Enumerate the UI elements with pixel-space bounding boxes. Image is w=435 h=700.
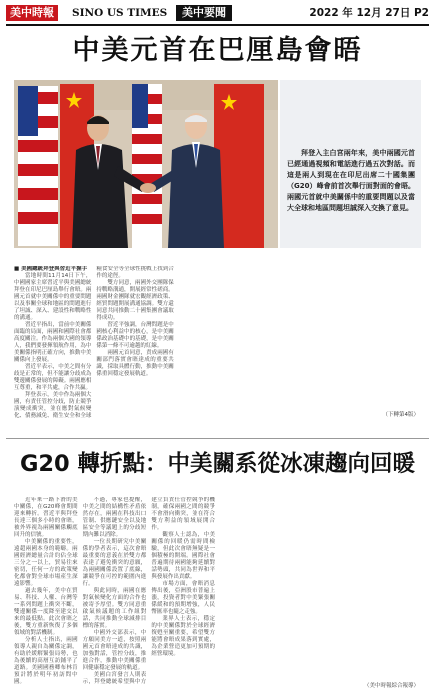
source-note: （美中時報綜合報導） (363, 683, 419, 689)
article-two-paragraph: 中美關係的重要性，遠超兩國本身的範疇。兩國經濟總量合計約佔全球三分之一以上，貿易往來密切，任何一方的政策變化都會對全球市場產生深遠影響。 (14, 539, 78, 587)
us-flag-left (18, 86, 58, 246)
article-one-paragraph: 習近平強調，台灣問題是中國核心利益中的核心，是中美關係政治基礎中的基礎，是中美關係第一條不可逾越的紅線。 (96, 322, 174, 349)
article-two-paragraph: 與此同時，兩國在應對氣候變化方面的合作也被寄予厚望。雙方同意重啟氣候議題的工作組對話，共同推動全球減排目標的落實。 (82, 588, 147, 629)
article-one (14, 266, 421, 422)
date-page: 2022 年 12月 27日 P2 (309, 7, 429, 19)
brand-en: SINO US TIMES (72, 7, 168, 19)
us-flag-center (132, 84, 162, 248)
article-one-paragraph: 習近平指出，當前中美關係面臨的局面，兩國和國際社會都高度關注。作為兩個大國的領導人，我們要發揮領航作用，為中美關係指明正確方向，推動中美關係向上發展。 (14, 322, 92, 363)
article-one-paragraph: 當地時間11月14日下午，中國國家主席習近平與美國總統拜登在印尼巴厘島舉行會晤。兩國元首就中美關係中的重要問題以及事關全球和地區的問題進行了坦誠、深入、建設性和戰略性的溝通。 (14, 273, 92, 321)
handshake-illustration (14, 80, 278, 248)
article-two (14, 497, 421, 687)
brand-cn: 美中時報 (6, 5, 58, 21)
article-two-paragraph: 業界人士表示，穩定的中美關係對於全球經濟復甦至關重要，希望雙方能將會晤成果落到實處，為企業營造更加可預期的經營環境。 (151, 616, 215, 657)
section-label: 美中要聞 (176, 5, 232, 21)
second-headline: G20 轉折點：中美關系從冰凍趨向回暖 (19, 451, 416, 477)
article-two-paragraph: 市場方面，會晤消息傳出後，亞洲股市普遍上漲，投資者對中美緊張關係緩和的預期增強，人民幣匯率也隨之走強。 (151, 581, 215, 615)
leaders-handshake-photo (14, 80, 278, 248)
photo-credit-caption: ■ 美國總統拜登與習近平握手 (14, 266, 88, 272)
masthead (6, 4, 429, 26)
article-two-paragraph: 一位長期研究中美關係的學者表示，這次會晤最重要的意義在於雙方都表達了避免衝突的意願，為兩國關係設置了底線，讓競爭在可控的範圍內進行。 (82, 539, 147, 587)
continued-note: （下轉第4版） (382, 412, 419, 418)
article-two-paragraph: 中國外交部表示，中方願同美方一道，按照兩國元首會晤達成的共識，加強對話，管控分歧，推進合作，推動中美關係重回健康穩定發展的軌道。 (82, 630, 147, 671)
article-two-paragraph: 觀察人士認為，中美關係的回暖仍需時間檢驗，但此次會晤無疑是一個積極的開端。國際社會普遍期待兩國能夠延續對話勢頭，共同為世界和平與發展作出貢獻。 (151, 532, 215, 580)
article-one-paragraph: 拜登表示，美中作為兩個大國，有責任管控分歧，防止競爭演變成衝突，並在應對氣候變化、債務減免、衛生安全和全球糧食安全等全球性挑戰上找到合作的途徑。 (14, 266, 174, 419)
article-two-paragraph: 近年來一路下滑的美中關係，在G20峰會期間迎來轉折。習近平與拜登長達三個多小時的會晤，被外界視為兩國關係觸底回升的信號。 (14, 497, 78, 538)
article-two-paragraph: 美國白宮發言人則表示，拜登總統希望與中方建立負責任管控競爭的機制，確保兩國之間的競爭不會滑向衝突，並在符合雙方利益的領域展開合作。 (82, 497, 215, 685)
article-one-paragraph: 雙方同意，兩國外交團隊保持戰略溝通，開展經常性磋商。兩國財金團隊就宏觀經濟政策、經貿問題開展溝通協調。雙方還同意共同推動二十國集團會議取得成功。 (96, 280, 174, 321)
article-two-paragraph: 不過，專家也提醒，中美之間的結構性矛盾依然存在，兩國在科技出口管制、供應鏈安全以及地區安全等議題上的分歧短期內難以消除。 (82, 497, 147, 538)
main-headline: 中美元首在巴厘島會晤 (72, 35, 363, 66)
photo-caption: 拜登入主白宮兩年來，美中兩國元首已經通過視頻和電話進行過五次對話。而這是兩人到現在在印尼出席二十國集團（G20）峰會前首次舉行面對面的會晤。兩國元首就中美關係中的重要問題以及當大全球和地區問題坦誠深入交換了意見。 (287, 149, 415, 212)
article-one-paragraph: 兩國元首同意，責成兩國有關部門落實會晤達成的重要共識，採取具體行動，推動中美關係重回穩定發展軌道。 (96, 350, 174, 377)
article-two-paragraph: 分析人士指出，兩國領導人親自為關係定調，有助於緩解緊張局勢，也為後續的高層互訪鋪平了道路。美國國務卿布林肯預計將於明年初訪問中國。 (14, 637, 78, 685)
section-divider (6, 438, 429, 439)
article-one-paragraph: 習近平表示，中美之間有分歧是正常的，但不能讓分歧成為雙邊關係發展的障礙。兩國應相互尊重，和平共處，合作共贏。 (14, 364, 92, 391)
article-two-paragraph: 過去幾年，美中在貿易、科技、人權、台灣等一系列問題上衝突不斷，雙邊關係一度降至建交以來的最低點。此次會晤之後，雙方重新恢復了多個領域的對話機制。 (14, 588, 78, 636)
